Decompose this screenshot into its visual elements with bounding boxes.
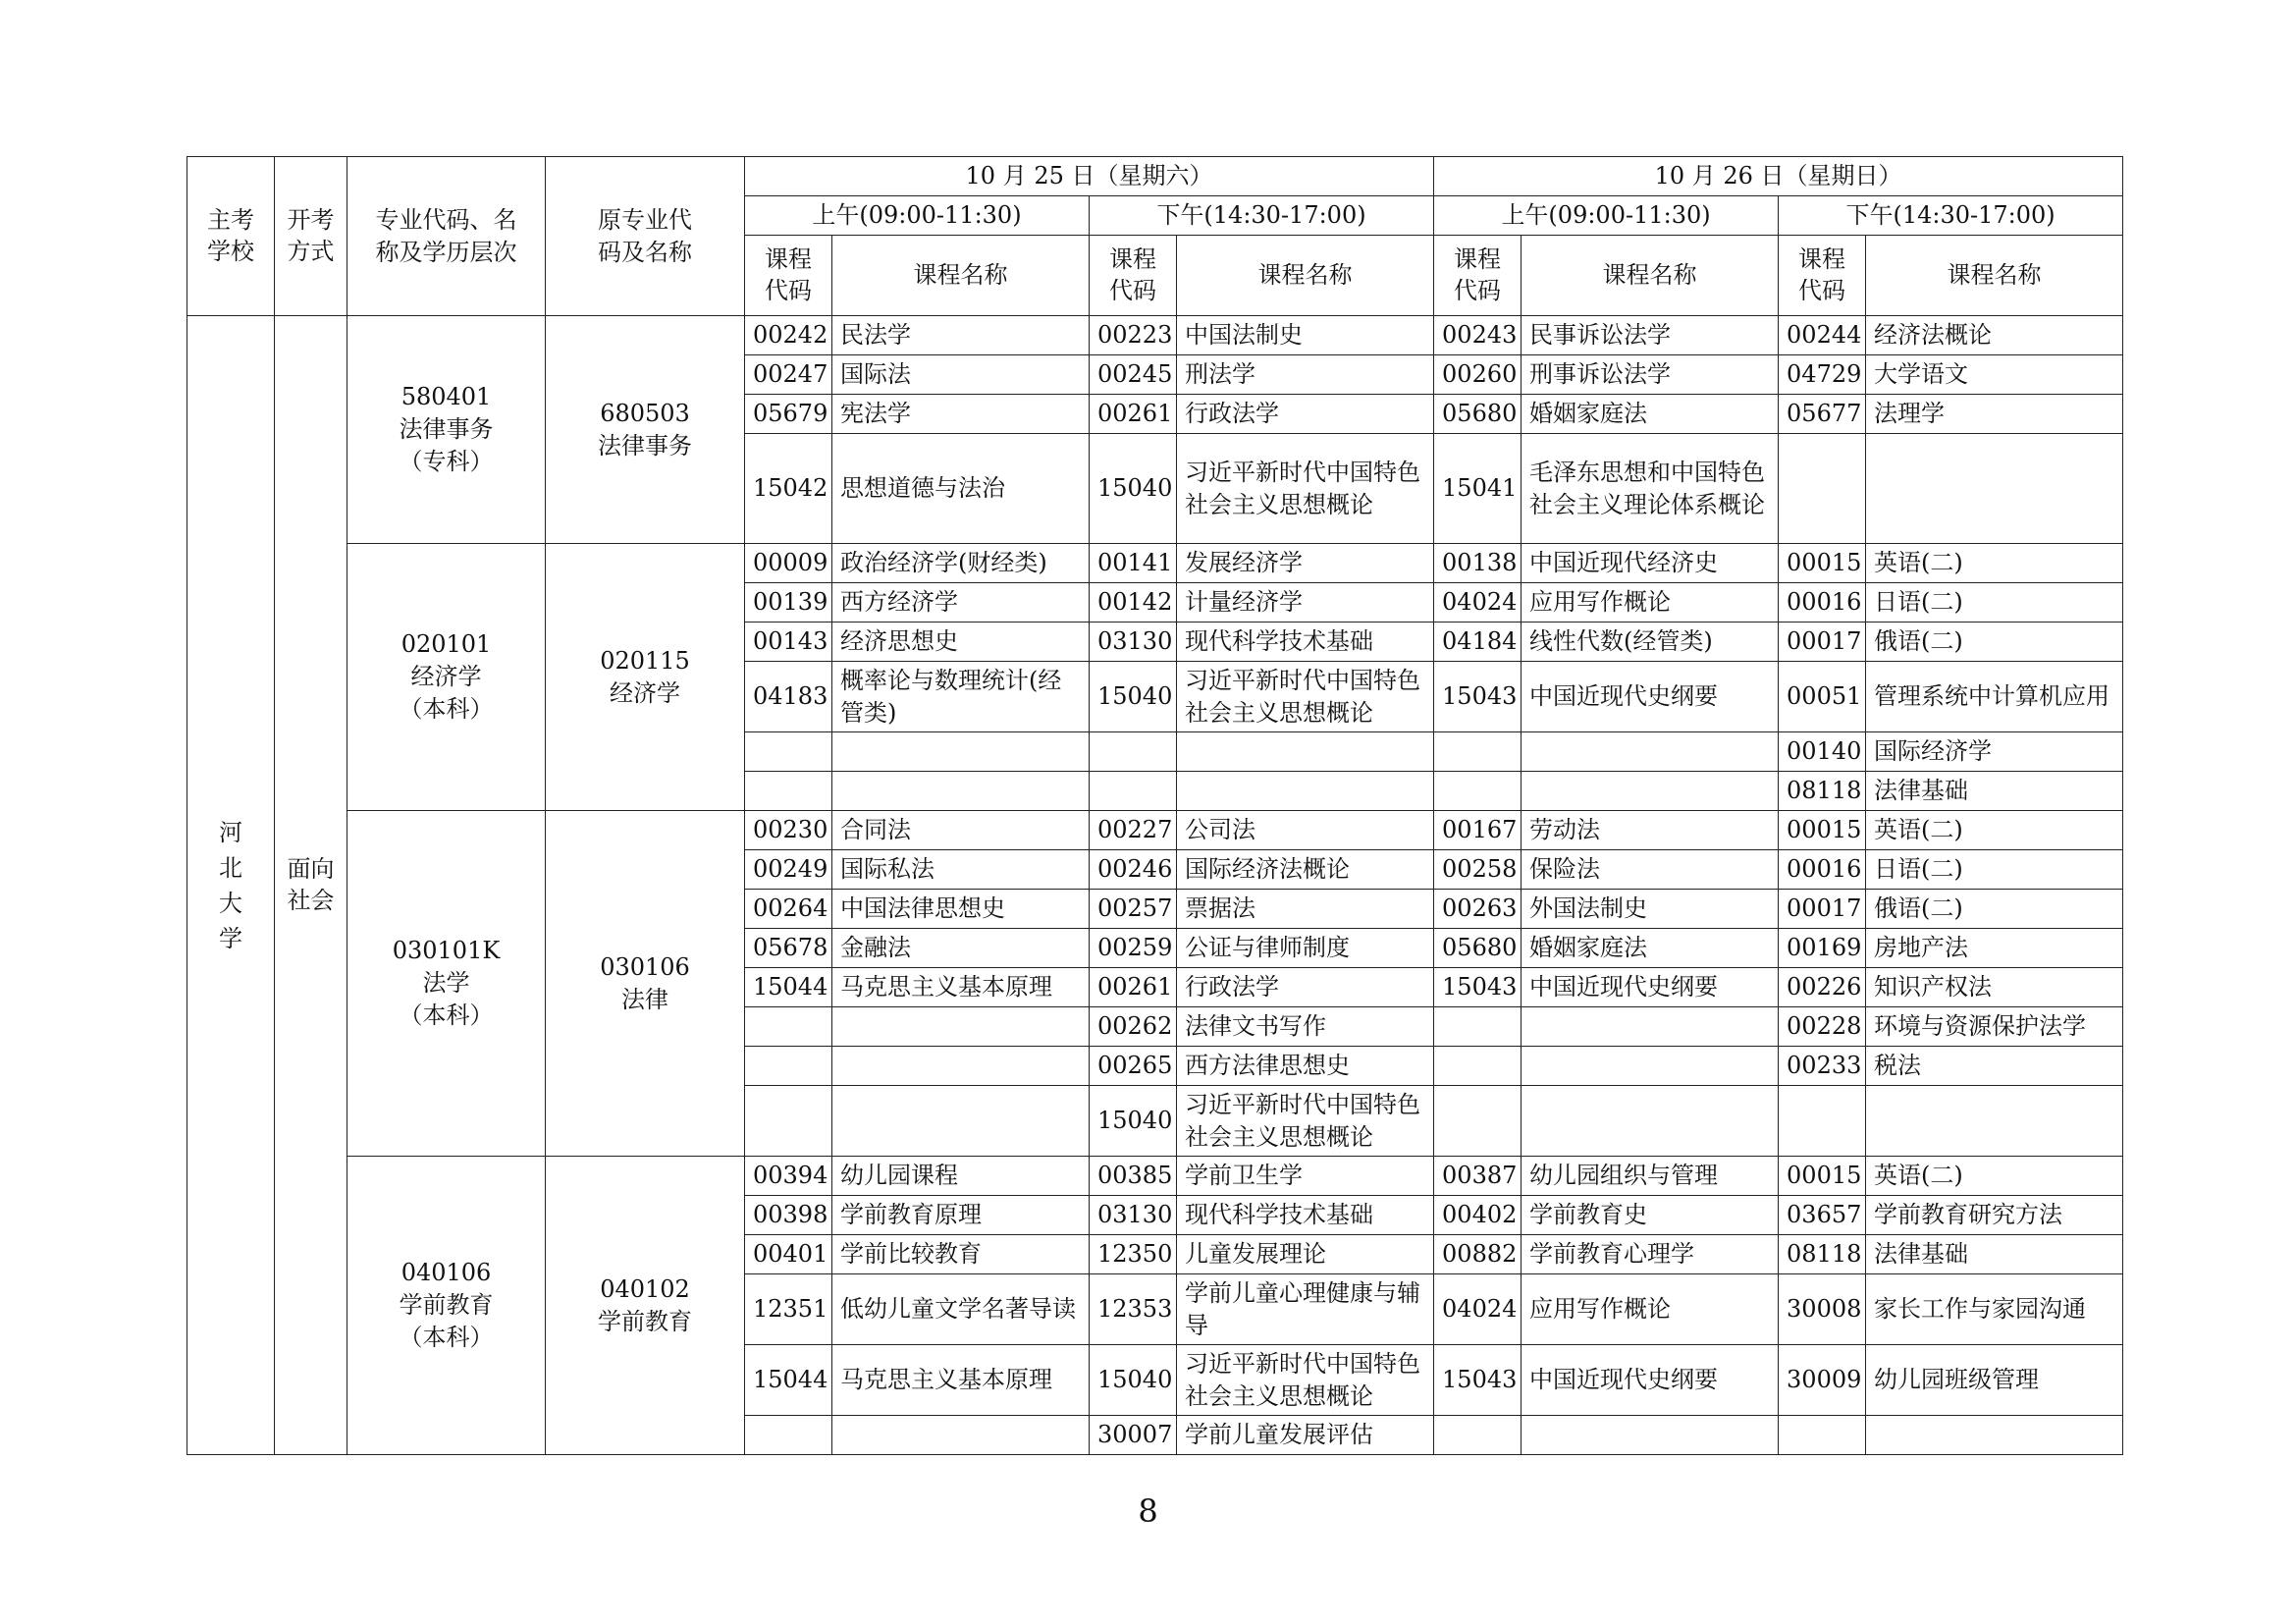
course-code: 03130	[1090, 623, 1177, 662]
course-name: 西方法律思想史	[1177, 1047, 1434, 1086]
course-name: 中国法律思想史	[832, 890, 1090, 929]
course-name: 知识产权法	[1866, 968, 2123, 1007]
course-name: 行政法学	[1177, 968, 1434, 1007]
course-code: 12350	[1090, 1235, 1177, 1274]
course-name: 学前比较教育	[832, 1235, 1090, 1274]
course-code	[745, 1007, 832, 1047]
old-major-cell: 020115 经济学	[546, 544, 745, 811]
course-code: 00143	[745, 623, 832, 662]
course-code: 30007	[1090, 1416, 1177, 1455]
course-name: 合同法	[832, 811, 1090, 850]
course-code	[745, 772, 832, 811]
course-name: 法律基础	[1866, 772, 2123, 811]
course-code: 00139	[745, 583, 832, 623]
table-row	[187, 544, 2123, 583]
course-name: 毛泽东思想和中国特色社会主义理论体系概论	[1522, 434, 1779, 544]
course-code: 00264	[745, 890, 832, 929]
course-code	[1434, 732, 1522, 772]
course-name	[1866, 434, 2123, 544]
course-code: 00009	[745, 544, 832, 583]
course-name: 国际经济法概论	[1177, 850, 1434, 890]
course-name: 刑事诉讼法学	[1522, 355, 1779, 395]
course-code: 04024	[1434, 583, 1522, 623]
course-code: 15042	[745, 434, 832, 544]
table-body	[187, 316, 2123, 1455]
old-major-cell: 680503 法律事务	[546, 316, 745, 544]
course-name: 习近平新时代中国特色社会主义思想概论	[1177, 1345, 1434, 1416]
header-day2-morning: 上午(09:00-11:30)	[1434, 196, 1779, 236]
course-name: 大学语文	[1866, 355, 2123, 395]
course-name: 英语(二)	[1866, 544, 2123, 583]
course-name: 国际经济学	[1866, 732, 2123, 772]
course-code: 00167	[1434, 811, 1522, 850]
course-name: 英语(二)	[1866, 811, 2123, 850]
course-name: 现代科学技术基础	[1177, 623, 1434, 662]
course-name	[1177, 772, 1434, 811]
course-name	[1177, 732, 1434, 772]
course-code	[1779, 1086, 1866, 1157]
course-code: 04183	[745, 662, 832, 732]
school-cell: 河北大学	[187, 316, 275, 1455]
course-name: 中国近现代史纲要	[1522, 968, 1779, 1007]
course-code: 08118	[1779, 772, 1866, 811]
course-name: 家长工作与家园沟通	[1866, 1274, 2123, 1345]
major-cell: 030101K 法学 （本科）	[347, 811, 546, 1157]
course-name: 学前教育心理学	[1522, 1235, 1779, 1274]
course-name: 法律文书写作	[1177, 1007, 1434, 1047]
course-code: 00223	[1090, 316, 1177, 355]
course-code: 00402	[1434, 1196, 1522, 1235]
course-code: 00169	[1779, 929, 1866, 968]
course-name: 习近平新时代中国特色社会主义思想概论	[1177, 434, 1434, 544]
course-name	[1522, 1047, 1779, 1086]
course-name: 民事诉讼法学	[1522, 316, 1779, 355]
table-row	[187, 316, 2123, 355]
course-name: 学前儿童发展评估	[1177, 1416, 1434, 1455]
course-code: 05677	[1779, 395, 1866, 434]
exam-mode-cell: 面向社会	[275, 316, 347, 1455]
course-name: 马克思主义基本原理	[832, 1345, 1090, 1416]
course-name: 经济思想史	[832, 623, 1090, 662]
course-code: 30008	[1779, 1274, 1866, 1345]
course-name: 日语(二)	[1866, 850, 2123, 890]
course-name: 政治经济学(财经类)	[832, 544, 1090, 583]
course-name: 低幼儿童文学名著导读	[832, 1274, 1090, 1345]
course-code: 00142	[1090, 583, 1177, 623]
course-code	[745, 1047, 832, 1086]
course-code: 00051	[1779, 662, 1866, 732]
major-cell: 580401 法律事务 （专科）	[347, 316, 546, 544]
header-day1-afternoon: 下午(14:30-17:00)	[1090, 196, 1434, 236]
course-name: 保险法	[1522, 850, 1779, 890]
course-code: 15043	[1434, 968, 1522, 1007]
course-name: 学前儿童心理健康与辅导	[1177, 1274, 1434, 1345]
course-code: 15040	[1090, 662, 1177, 732]
course-code: 05680	[1434, 395, 1522, 434]
course-name: 票据法	[1177, 890, 1434, 929]
header-day2-afternoon: 下午(14:30-17:00)	[1779, 196, 2123, 236]
course-code: 04729	[1779, 355, 1866, 395]
course-name	[1522, 1007, 1779, 1047]
course-code: 00247	[745, 355, 832, 395]
old-major-cell: 030106 法律	[546, 811, 745, 1157]
course-name: 婚姻家庭法	[1522, 929, 1779, 968]
course-code: 00265	[1090, 1047, 1177, 1086]
course-code: 15040	[1090, 1086, 1177, 1157]
header-mode: 开考方式	[275, 157, 347, 316]
course-name: 房地产法	[1866, 929, 2123, 968]
header-course-code: 课程代码	[1434, 236, 1522, 316]
course-code: 00259	[1090, 929, 1177, 968]
course-name	[1522, 1416, 1779, 1455]
course-code	[1434, 1047, 1522, 1086]
course-name	[832, 1007, 1090, 1047]
course-name: 民法学	[832, 316, 1090, 355]
course-name: 习近平新时代中国特色社会主义思想概论	[1177, 1086, 1434, 1157]
course-code: 05678	[745, 929, 832, 968]
course-name: 思想道德与法治	[832, 434, 1090, 544]
course-code: 05680	[1434, 929, 1522, 968]
course-code: 12353	[1090, 1274, 1177, 1345]
course-code: 03130	[1090, 1196, 1177, 1235]
course-code: 08118	[1779, 1235, 1866, 1274]
course-code: 03657	[1779, 1196, 1866, 1235]
course-code: 00226	[1779, 968, 1866, 1007]
course-code: 12351	[745, 1274, 832, 1345]
table-header	[187, 157, 2123, 316]
course-name: 英语(二)	[1866, 1157, 2123, 1196]
course-code: 00015	[1779, 1157, 1866, 1196]
course-code: 00015	[1779, 811, 1866, 850]
course-name: 儿童发展理论	[1177, 1235, 1434, 1274]
course-name: 经济法概论	[1866, 316, 2123, 355]
course-name: 管理系统中计算机应用	[1866, 662, 2123, 732]
course-code: 00258	[1434, 850, 1522, 890]
course-name	[832, 1086, 1090, 1157]
course-name	[1866, 1086, 2123, 1157]
course-code: 00387	[1434, 1157, 1522, 1196]
course-code: 04024	[1434, 1274, 1522, 1345]
course-name	[1522, 772, 1779, 811]
course-name: 幼儿园课程	[832, 1157, 1090, 1196]
header-major: 专业代码、名称及学历层次	[347, 157, 546, 316]
course-name: 发展经济学	[1177, 544, 1434, 583]
course-code: 00141	[1090, 544, 1177, 583]
course-name: 应用写作概论	[1522, 1274, 1779, 1345]
course-code: 05679	[745, 395, 832, 434]
course-name: 幼儿园组织与管理	[1522, 1157, 1779, 1196]
course-code: 00398	[745, 1196, 832, 1235]
course-name: 计量经济学	[1177, 583, 1434, 623]
course-name: 中国近现代史纲要	[1522, 1345, 1779, 1416]
course-name: 概率论与数理统计(经管类)	[832, 662, 1090, 732]
course-name	[832, 1416, 1090, 1455]
page-number: 8	[1138, 1492, 1158, 1530]
course-name: 婚姻家庭法	[1522, 395, 1779, 434]
course-name: 学前教育研究方法	[1866, 1196, 2123, 1235]
course-code	[1090, 772, 1177, 811]
course-name: 中国法制史	[1177, 316, 1434, 355]
course-name: 刑法学	[1177, 355, 1434, 395]
table-row	[187, 1157, 2123, 1196]
course-name: 应用写作概论	[1522, 583, 1779, 623]
header-course-name: 课程名称	[1866, 236, 2123, 316]
course-code: 00017	[1779, 623, 1866, 662]
course-name: 学前教育原理	[832, 1196, 1090, 1235]
course-code: 00260	[1434, 355, 1522, 395]
major-cell: 020101 经济学 （本科）	[347, 544, 546, 811]
course-code: 00015	[1779, 544, 1866, 583]
course-code: 15043	[1434, 662, 1522, 732]
course-name: 外国法制史	[1522, 890, 1779, 929]
course-code: 00394	[745, 1157, 832, 1196]
course-code: 00233	[1779, 1047, 1866, 1086]
header-course-name: 课程名称	[1522, 236, 1779, 316]
course-code	[1434, 1007, 1522, 1047]
course-code: 00244	[1779, 316, 1866, 355]
course-name: 习近平新时代中国特色社会主义思想概论	[1177, 662, 1434, 732]
header-day1-morning: 上午(09:00-11:30)	[745, 196, 1090, 236]
course-name: 俄语(二)	[1866, 623, 2123, 662]
course-name	[1866, 1416, 2123, 1455]
course-name: 公司法	[1177, 811, 1434, 850]
course-code: 00140	[1779, 732, 1866, 772]
course-code	[745, 1086, 832, 1157]
course-name: 西方经济学	[832, 583, 1090, 623]
course-code	[1434, 1086, 1522, 1157]
course-code: 00017	[1779, 890, 1866, 929]
course-name: 国际法	[832, 355, 1090, 395]
old-major-cell: 040102 学前教育	[546, 1157, 745, 1455]
course-code: 00138	[1434, 544, 1522, 583]
course-code: 30009	[1779, 1345, 1866, 1416]
header-day1: 10 月 25 日（星期六）	[745, 157, 1434, 196]
course-code	[1434, 1416, 1522, 1455]
course-code	[745, 1416, 832, 1455]
course-name: 税法	[1866, 1047, 2123, 1086]
table-row	[187, 811, 2123, 850]
course-name: 俄语(二)	[1866, 890, 2123, 929]
course-code: 00228	[1779, 1007, 1866, 1047]
course-code: 00401	[745, 1235, 832, 1274]
course-code: 00261	[1090, 968, 1177, 1007]
header-course-code: 课程代码	[1779, 236, 1866, 316]
course-name	[832, 732, 1090, 772]
course-name: 线性代数(经管类)	[1522, 623, 1779, 662]
header-course-code: 课程代码	[1090, 236, 1177, 316]
header-course-name: 课程名称	[1177, 236, 1434, 316]
course-name: 法律基础	[1866, 1235, 2123, 1274]
header-school: 主考学校	[187, 157, 275, 316]
course-name	[832, 772, 1090, 811]
course-name: 环境与资源保护法学	[1866, 1007, 2123, 1047]
course-name: 金融法	[832, 929, 1090, 968]
course-name: 马克思主义基本原理	[832, 968, 1090, 1007]
course-name	[832, 1047, 1090, 1086]
course-name: 中国近现代经济史	[1522, 544, 1779, 583]
course-code	[1434, 772, 1522, 811]
course-name: 日语(二)	[1866, 583, 2123, 623]
header-old-major: 原专业代码及名称	[546, 157, 745, 316]
course-code: 15040	[1090, 434, 1177, 544]
course-code: 00262	[1090, 1007, 1177, 1047]
course-name: 学前教育史	[1522, 1196, 1779, 1235]
course-name: 现代科学技术基础	[1177, 1196, 1434, 1235]
course-code	[1779, 1416, 1866, 1455]
course-code: 15040	[1090, 1345, 1177, 1416]
course-code	[745, 732, 832, 772]
course-code: 00385	[1090, 1157, 1177, 1196]
header-course-code: 课程代码	[745, 236, 832, 316]
course-code: 00016	[1779, 583, 1866, 623]
course-name	[1522, 732, 1779, 772]
course-name: 宪法学	[832, 395, 1090, 434]
course-code: 00245	[1090, 355, 1177, 395]
course-code: 00242	[745, 316, 832, 355]
course-code	[1090, 732, 1177, 772]
course-code: 00257	[1090, 890, 1177, 929]
course-name: 学前卫生学	[1177, 1157, 1434, 1196]
course-code: 15043	[1434, 1345, 1522, 1416]
header-course-name: 课程名称	[832, 236, 1090, 316]
course-code: 00263	[1434, 890, 1522, 929]
course-code: 00230	[745, 811, 832, 850]
course-name	[1522, 1086, 1779, 1157]
header-day2: 10 月 26 日（星期日）	[1434, 157, 2123, 196]
course-code: 15044	[745, 1345, 832, 1416]
major-cell: 040106 学前教育 （本科）	[347, 1157, 546, 1455]
course-name: 中国近现代史纲要	[1522, 662, 1779, 732]
course-name: 公证与律师制度	[1177, 929, 1434, 968]
course-code: 00016	[1779, 850, 1866, 890]
course-name: 国际私法	[832, 850, 1090, 890]
course-code: 00246	[1090, 850, 1177, 890]
course-code: 00227	[1090, 811, 1177, 850]
course-code: 04184	[1434, 623, 1522, 662]
course-code: 00249	[745, 850, 832, 890]
course-code	[1779, 434, 1866, 544]
course-name: 幼儿园班级管理	[1866, 1345, 2123, 1416]
exam-schedule-table	[187, 156, 2123, 1455]
course-name: 劳动法	[1522, 811, 1779, 850]
course-code: 00243	[1434, 316, 1522, 355]
course-code: 00261	[1090, 395, 1177, 434]
course-name: 行政法学	[1177, 395, 1434, 434]
course-code: 00882	[1434, 1235, 1522, 1274]
course-code: 15041	[1434, 434, 1522, 544]
course-name: 法理学	[1866, 395, 2123, 434]
course-code: 15044	[745, 968, 832, 1007]
